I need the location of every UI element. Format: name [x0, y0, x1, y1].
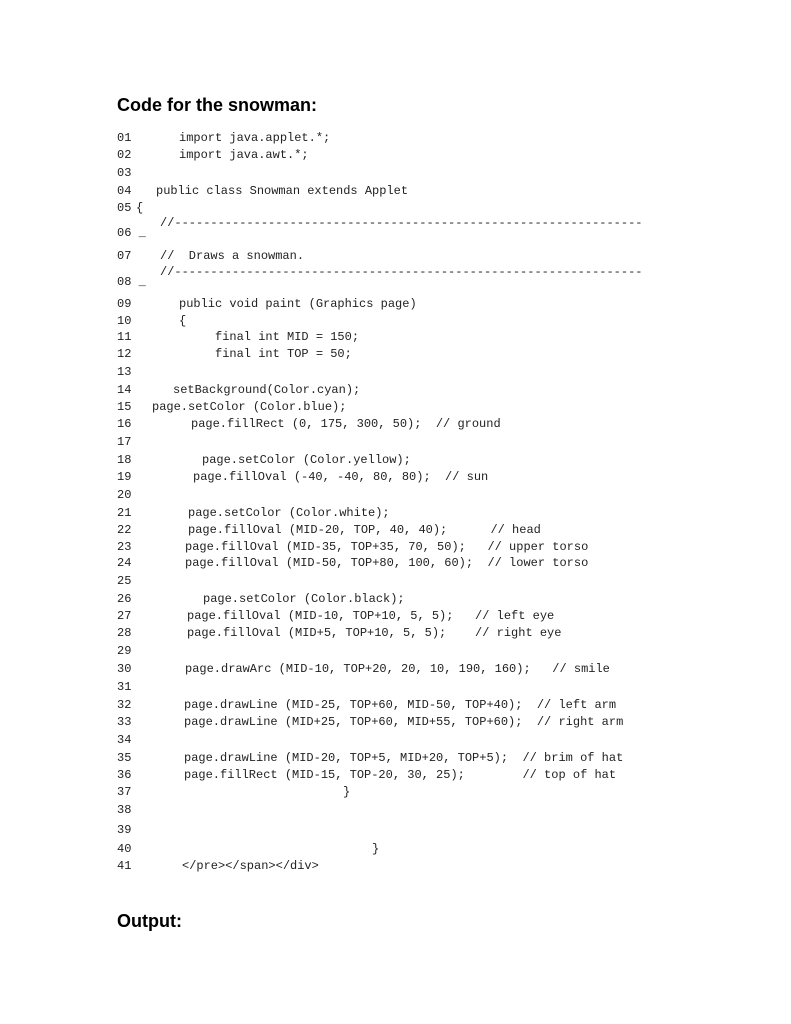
code-text: page.fillRect (0, 175, 300, 50); // ground — [191, 417, 501, 431]
code-text: page.setColor (Color.black); — [203, 592, 405, 606]
code-text: page.drawLine (MID+25, TOP+60, MID+55, TOP+60); // right arm — [184, 715, 624, 729]
line-number: 29 — [117, 644, 132, 658]
code-text: page.fillOval (MID-20, TOP, 40, 40); // head — [188, 523, 541, 537]
line-number: 25 — [117, 574, 132, 588]
code-text: page.fillOval (MID-35, TOP+35, 70, 50); // upper torso — [185, 540, 589, 554]
code-text: page.setColor (Color.white); — [188, 506, 390, 520]
code-text: //----------------------------------------------------------------- — [160, 216, 643, 230]
code-text: import java.applet.*; — [179, 131, 331, 145]
line-number: 06 _ — [117, 226, 146, 240]
line-number: 18 — [117, 453, 132, 467]
code-text: page.fillOval (-40, -40, 80, 80); // sun — [193, 470, 489, 484]
line-number: 38 — [117, 803, 132, 817]
line-number: 24 — [117, 556, 132, 570]
code-text: page.drawLine (MID-20, TOP+5, MID+20, TOP+5); // brim of hat — [184, 751, 624, 765]
line-number: 23 — [117, 540, 132, 554]
line-number: 12 — [117, 347, 132, 361]
code-text: </pre></span></div> — [182, 859, 319, 873]
line-number: 40 — [117, 842, 132, 856]
line-number: 09 — [117, 297, 132, 311]
line-number: 28 — [117, 626, 132, 640]
code-text: public class Snowman extends Applet — [156, 184, 409, 198]
line-number: 34 — [117, 733, 132, 747]
line-number: 32 — [117, 698, 132, 712]
code-text: import java.awt.*; — [179, 148, 309, 162]
line-number: 05 — [117, 201, 132, 215]
code-text: //----------------------------------------------------------------- — [160, 265, 643, 279]
code-text: final int MID = 150; — [215, 330, 360, 344]
code-text: { — [136, 201, 144, 215]
line-number: 37 — [117, 785, 132, 799]
code-text: public void paint (Graphics page) — [179, 297, 417, 311]
line-number: 10 — [117, 314, 132, 328]
code-text: page.drawArc (MID-10, TOP+20, 20, 10, 190, 160); // smile — [185, 662, 610, 676]
line-number: 17 — [117, 435, 132, 449]
line-number: 21 — [117, 506, 132, 520]
line-number: 01 — [117, 131, 132, 145]
code-text: // Draws a snowman. — [160, 249, 305, 263]
code-text: final int TOP = 50; — [215, 347, 352, 361]
line-number: 35 — [117, 751, 132, 765]
line-number: 02 — [117, 148, 132, 162]
line-number: 08 _ — [117, 275, 146, 289]
code-heading: Code for the snowman: — [117, 95, 318, 115]
code-text: page.fillOval (MID+5, TOP+10, 5, 5); // right eye — [187, 626, 562, 640]
line-number: 22 — [117, 523, 132, 537]
code-text: } — [372, 842, 380, 856]
code-text: page.drawLine (MID-25, TOP+60, MID-50, TOP+40); // left arm — [184, 698, 617, 712]
line-number: 13 — [117, 365, 132, 379]
code-text: page.setColor (Color.yellow); — [202, 453, 411, 467]
code-text: } — [343, 785, 351, 799]
code-text: page.fillOval (MID-50, TOP+80, 100, 60); // lower torso — [185, 556, 589, 570]
code-text: setBackground(Color.cyan); — [173, 383, 361, 397]
line-number: 16 — [117, 417, 132, 431]
code-text: page.fillOval (MID-10, TOP+10, 5, 5); // left eye — [187, 609, 555, 623]
line-number: 04 — [117, 184, 132, 198]
line-number: 26 — [117, 592, 132, 606]
line-number: 41 — [117, 859, 132, 873]
line-number: 30 — [117, 662, 132, 676]
code-text: page.fillRect (MID-15, TOP-20, 30, 25); // top of hat — [184, 768, 617, 782]
line-number: 15 — [117, 400, 132, 414]
code-text: { — [179, 314, 187, 328]
line-number: 20 — [117, 488, 132, 502]
line-number: 03 — [117, 166, 132, 180]
line-number: 11 — [117, 330, 132, 344]
line-number: 36 — [117, 768, 132, 782]
line-number: 33 — [117, 715, 132, 729]
line-number: 31 — [117, 680, 132, 694]
line-number: 39 — [117, 823, 132, 837]
line-number: 14 — [117, 383, 132, 397]
code-text: page.setColor (Color.blue); — [152, 400, 347, 414]
output-heading: Output: — [117, 911, 182, 931]
line-number: 07 — [117, 249, 132, 263]
line-number: 27 — [117, 609, 132, 623]
line-number: 19 — [117, 470, 132, 484]
